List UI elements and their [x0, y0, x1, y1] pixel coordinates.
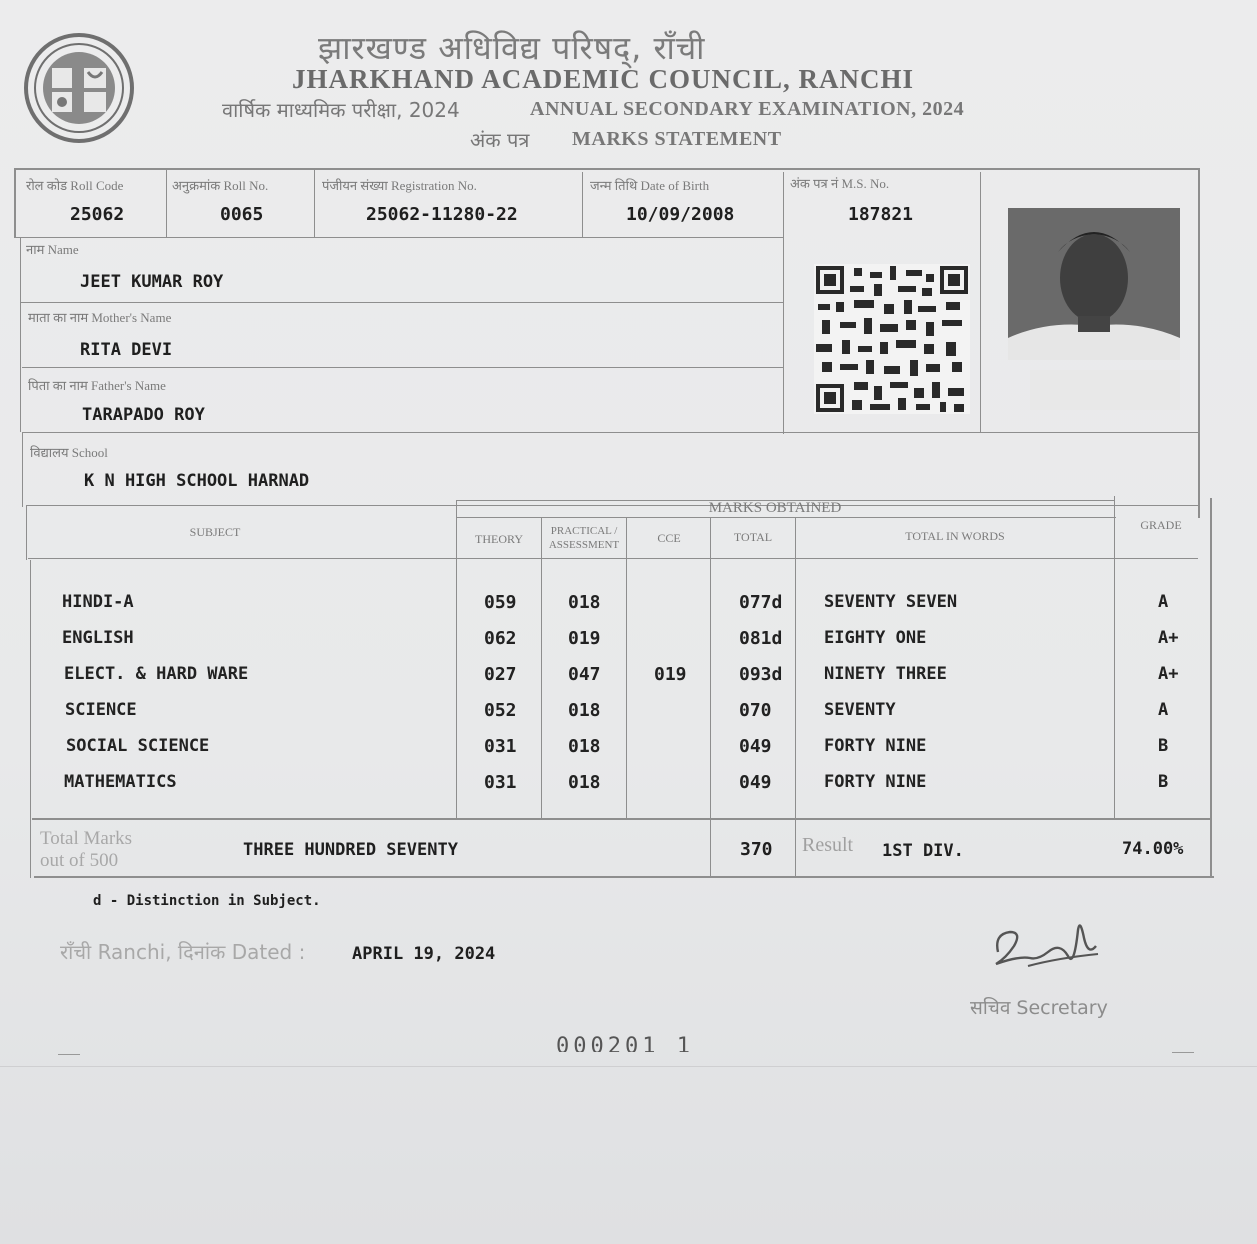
subject-grade-cell: A [1158, 592, 1169, 612]
subject-total-cell: 081d [739, 628, 783, 649]
student-photo [1008, 208, 1180, 360]
subject-words-cell: SEVENTY SEVEN [824, 592, 958, 612]
registration-label: पंजीयन संख्या Registration No. [322, 178, 477, 193]
student-name: JEET KUMAR ROY [80, 272, 224, 292]
mother-name: RITA DEVI [80, 340, 173, 360]
hindi-title: झारखण्ड अधिविद्य परिषद्, राँची [318, 29, 706, 67]
subject-theory-cell: 062 [484, 628, 517, 649]
distinction-note: d - Distinction in Subject. [93, 893, 321, 909]
total-marks-label [40, 828, 132, 872]
name-label: नाम Name [26, 242, 79, 257]
subject-theory-cell: 027 [484, 664, 517, 685]
subject-name-cell: HINDI-A [62, 592, 134, 612]
subject-name-cell: ENGLISH [62, 628, 134, 648]
subject-header: SUBJECT [189, 525, 241, 539]
subject-theory-cell: 031 [484, 736, 517, 757]
subject-words-cell: FORTY NINE [824, 772, 927, 792]
subject-name-cell: SCIENCE [65, 700, 137, 720]
serial-number: 000201 1 [556, 1034, 694, 1052]
place-date-label: राँची Ranchi, दिनांक Dated : [60, 940, 306, 964]
subject-grade-cell: B [1158, 772, 1169, 792]
ms-no-value: 187821 [848, 204, 914, 225]
exam-hindi: वार्षिक माध्यमिक परीक्षा, 2024 [222, 98, 460, 122]
subject-total-cell: 049 [739, 736, 772, 757]
subject-words-cell: FORTY NINE [824, 736, 927, 756]
subject-theory-cell: 052 [484, 700, 517, 721]
result-value: 1ST DIV. [882, 841, 964, 861]
marks-obtained-header: MARKS OBTAINED [708, 500, 842, 516]
subject-grade-cell: A+ [1158, 628, 1179, 648]
subject-theory-cell: 031 [484, 772, 517, 793]
roll-no-label: अनुक्रमांक Roll No. [172, 178, 269, 193]
grade-header: GRADE [1140, 518, 1182, 532]
subject-words-cell: EIGHTY ONE [824, 628, 927, 648]
photo-shadow [1030, 370, 1180, 410]
registration-value: 25062-11280-22 [366, 204, 518, 225]
dob-value: 10/09/2008 [626, 204, 735, 225]
subject-practical-cell: 018 [568, 736, 601, 757]
council-logo-icon [22, 32, 136, 144]
statement-hindi: अंक पत्र [470, 128, 530, 152]
out-of-text: out of 500 [40, 850, 119, 871]
subject-grade-cell: A+ [1158, 664, 1179, 684]
english-title: JHARKHAND ACADEMIC COUNCIL, RANCHI [292, 64, 915, 94]
secretary-label: सचिव Secretary [970, 997, 1108, 1019]
cce-header: CCE [657, 531, 681, 545]
subject-total-cell: 070 [739, 700, 772, 721]
subject-name-cell: ELECT. & HARD WARE [64, 664, 249, 684]
issue-date: APRIL 19, 2024 [352, 944, 496, 964]
secretary-signature-icon [988, 912, 1108, 982]
qr-code-icon [814, 264, 970, 414]
subject-words-cell: SEVENTY [824, 700, 896, 720]
subject-cce-cell: 019 [654, 664, 687, 685]
subject-total-cell: 093d [739, 664, 783, 685]
practical-header: PRACTICAL / ASSESSMENT [548, 525, 620, 551]
subject-grade-cell: B [1158, 736, 1169, 756]
father-name: TARAPADO ROY [82, 405, 205, 425]
subject-practical-cell: 018 [568, 700, 601, 721]
total-marks-text: Total Marks [40, 828, 133, 849]
subject-practical-cell: 019 [568, 628, 601, 649]
theory-header: THEORY [475, 532, 523, 546]
ms-no-label: अंक पत्र नं M.S. No. [790, 176, 890, 191]
grand-total: 370 [740, 839, 773, 860]
total-words-header: TOTAL IN WORDS [905, 529, 1005, 543]
statement-english: MARKS STATEMENT [572, 128, 782, 150]
school-label: विद्यालय School [30, 445, 108, 460]
subject-practical-cell: 018 [568, 772, 601, 793]
subject-name-cell: MATHEMATICS [64, 772, 177, 792]
dob-label: जन्म तिथि Date of Birth [590, 178, 710, 193]
subject-practical-cell: 018 [568, 592, 601, 613]
total-in-words: THREE HUNDRED SEVENTY [243, 840, 458, 860]
subject-theory-cell: 059 [484, 592, 517, 613]
subject-practical-cell: 047 [568, 664, 601, 685]
roll-code-value: 25062 [70, 204, 125, 225]
subject-name-cell: SOCIAL SCIENCE [66, 736, 210, 756]
school-name: K N HIGH SCHOOL HARNAD [84, 471, 310, 491]
result-label: Result [802, 834, 854, 856]
percentage: 74.00% [1122, 839, 1184, 859]
subject-grade-cell: A [1158, 700, 1169, 720]
roll-no-value: 0065 [220, 204, 264, 225]
subject-words-cell: NINETY THREE [824, 664, 947, 684]
roll-code-label: रोल कोड Roll Code [26, 178, 124, 193]
subject-total-cell: 077d [739, 592, 783, 613]
mother-label: माता का नाम Mother's Name [28, 310, 172, 325]
subject-total-cell: 049 [739, 772, 772, 793]
total-header: TOTAL [733, 530, 773, 544]
exam-english: ANNUAL SECONDARY EXAMINATION, 2024 [530, 98, 965, 120]
father-label: पिता का नाम Father's Name [28, 378, 166, 393]
